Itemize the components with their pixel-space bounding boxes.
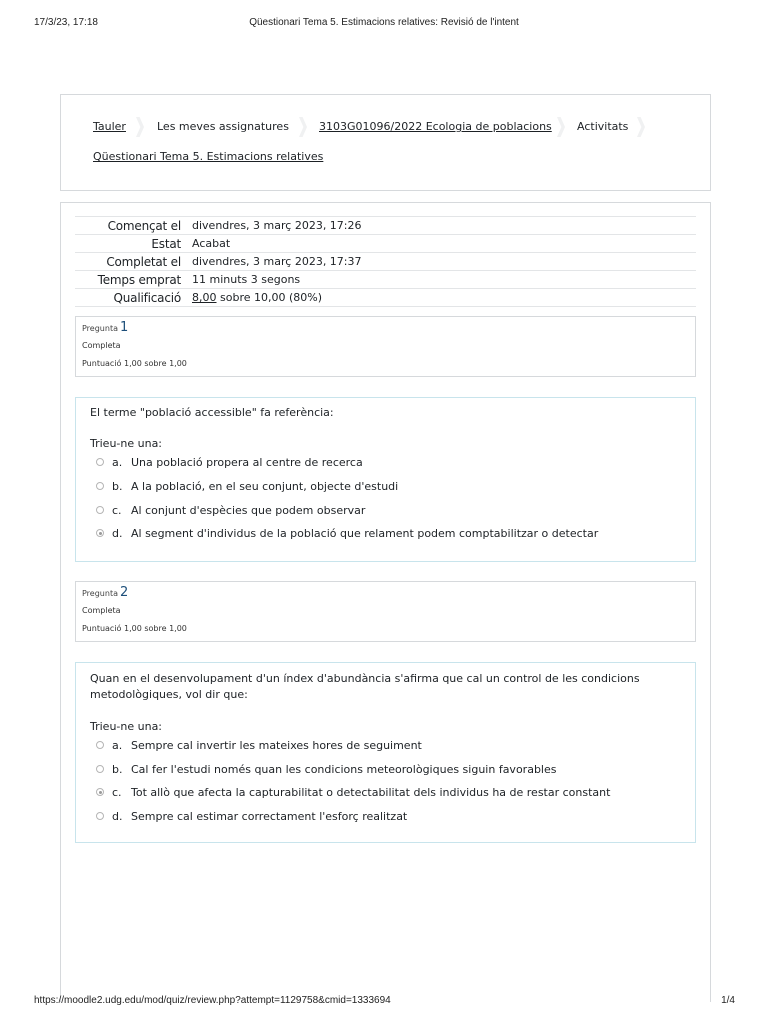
answer-prompt: Trieu-ne una: — [90, 720, 163, 733]
summary-label: Estat — [151, 236, 181, 251]
print-title: Qüestionari Tema 5. Estimacions relatives: Revisió de l'intent — [249, 17, 519, 28]
question-number — [82, 585, 128, 600]
question-label: Pregunta — [82, 324, 118, 333]
grade-score: 8,00 — [192, 291, 217, 304]
answer-text: Tot allò que afecta la capturabilitat o detectabilitat dels individus ha de restar constant — [131, 786, 611, 799]
question-number — [82, 320, 128, 335]
radio-unchecked-icon[interactable] — [96, 812, 104, 820]
grade-rest: sobre 10,00 (80%) — [216, 291, 323, 304]
question-number-value: 2 — [119, 585, 129, 600]
breadcrumb-link-quiz[interactable]: Qüestionari Tema 5. Estimacions relatives — [93, 150, 324, 163]
answer-text: Una població propera al centre de recerca — [131, 456, 363, 469]
question-label: Pregunta — [82, 589, 118, 598]
radio-unchecked-icon[interactable] — [96, 458, 104, 466]
question-content-1 — [75, 397, 696, 562]
answer-letter: b. — [112, 763, 123, 776]
summary-value: Acabat — [192, 237, 231, 250]
print-header — [0, 17, 768, 31]
answer-text: Sempre cal invertir les mateixes hores de seguiment — [131, 739, 422, 752]
summary-label: Temps emprat — [97, 272, 181, 287]
answer-letter: d. — [112, 810, 123, 823]
summary-row-time-taken — [75, 271, 696, 289]
summary-value: 11 minuts 3 segons — [192, 273, 301, 286]
question-info-1 — [75, 316, 696, 377]
breadcrumb-separator-icon — [299, 117, 307, 137]
print-datetime: 17/3/23, 17:18 — [34, 17, 98, 28]
answer-letter: c. — [112, 786, 122, 799]
summary-label: Començat el — [107, 218, 181, 233]
summary-row-started — [75, 217, 696, 235]
summary-value — [186, 289, 696, 307]
question-info-2 — [75, 581, 696, 642]
print-page-number: 1/4 — [721, 995, 735, 1006]
summary-row-state — [75, 235, 696, 253]
answer-letter: b. — [112, 480, 123, 493]
question-grade: Puntuació 1,00 sobre 1,00 — [82, 359, 187, 368]
question-text-line: metodològiques, vol dir que: — [90, 688, 248, 701]
answer-text: Al segment d'individus de la població que relament podem comptabilitzar o detectar — [131, 527, 599, 540]
question-state: Completa — [82, 341, 121, 350]
radio-unchecked-icon[interactable] — [96, 765, 104, 773]
breadcrumb-link-tauler[interactable]: Tauler — [93, 120, 126, 133]
breadcrumb-link-course[interactable]: 3103G01096/2022 Ecologia de poblacions — [319, 120, 552, 133]
question-text-line: Quan en el desenvolupament d'un índex d'abundància s'afirma que cal un control de les condicions — [90, 672, 640, 685]
summary-row-grade — [75, 289, 696, 307]
radio-unchecked-icon[interactable] — [96, 741, 104, 749]
summary-label: Completat el — [106, 254, 181, 269]
attempt-summary-table — [75, 216, 696, 307]
answer-text: Cal fer l'estudi només quan les condicions meteorològiques siguin favorables — [131, 763, 557, 776]
answer-letter: d. — [112, 527, 123, 540]
breadcrumb-item-assignatures[interactable]: Les meves assignatures — [157, 120, 289, 133]
breadcrumb-card — [60, 94, 711, 191]
question-text: El terme "població accessible" fa referència: — [90, 406, 334, 419]
print-footer — [0, 995, 768, 1009]
breadcrumb-item-activitats[interactable]: Activitats — [577, 120, 629, 133]
summary-label: Qualificació — [113, 290, 181, 305]
question-grade: Puntuació 1,00 sobre 1,00 — [82, 624, 187, 633]
answer-text: Al conjunt d'espècies que podem observar — [131, 504, 366, 517]
breadcrumb-separator-icon — [637, 117, 645, 137]
print-url: https://moodle2.udg.edu/mod/quiz/review.php?attempt=1129758&cmid=1333694 — [34, 995, 391, 1006]
breadcrumb-separator-icon — [136, 117, 144, 137]
radio-checked-icon[interactable] — [96, 529, 104, 537]
radio-checked-icon[interactable] — [96, 788, 104, 796]
summary-row-completed — [75, 253, 696, 271]
answer-prompt: Trieu-ne una: — [90, 437, 163, 450]
question-content-2 — [75, 662, 696, 843]
answer-text: Sempre cal estimar correctament l'esforç realitzat — [131, 810, 408, 823]
summary-value: divendres, 3 març 2023, 17:26 — [192, 219, 362, 232]
radio-unchecked-icon[interactable] — [96, 482, 104, 490]
summary-value: divendres, 3 març 2023, 17:37 — [192, 255, 362, 268]
answer-letter: a. — [112, 456, 123, 469]
question-number-value: 1 — [119, 320, 129, 335]
answer-text: A la població, en el seu conjunt, objecte d'estudi — [131, 480, 399, 493]
radio-unchecked-icon[interactable] — [96, 506, 104, 514]
breadcrumb-separator-icon — [557, 117, 565, 137]
question-state: Completa — [82, 606, 121, 615]
answer-letter: c. — [112, 504, 122, 517]
answer-letter: a. — [112, 739, 123, 752]
question-text — [90, 671, 640, 703]
